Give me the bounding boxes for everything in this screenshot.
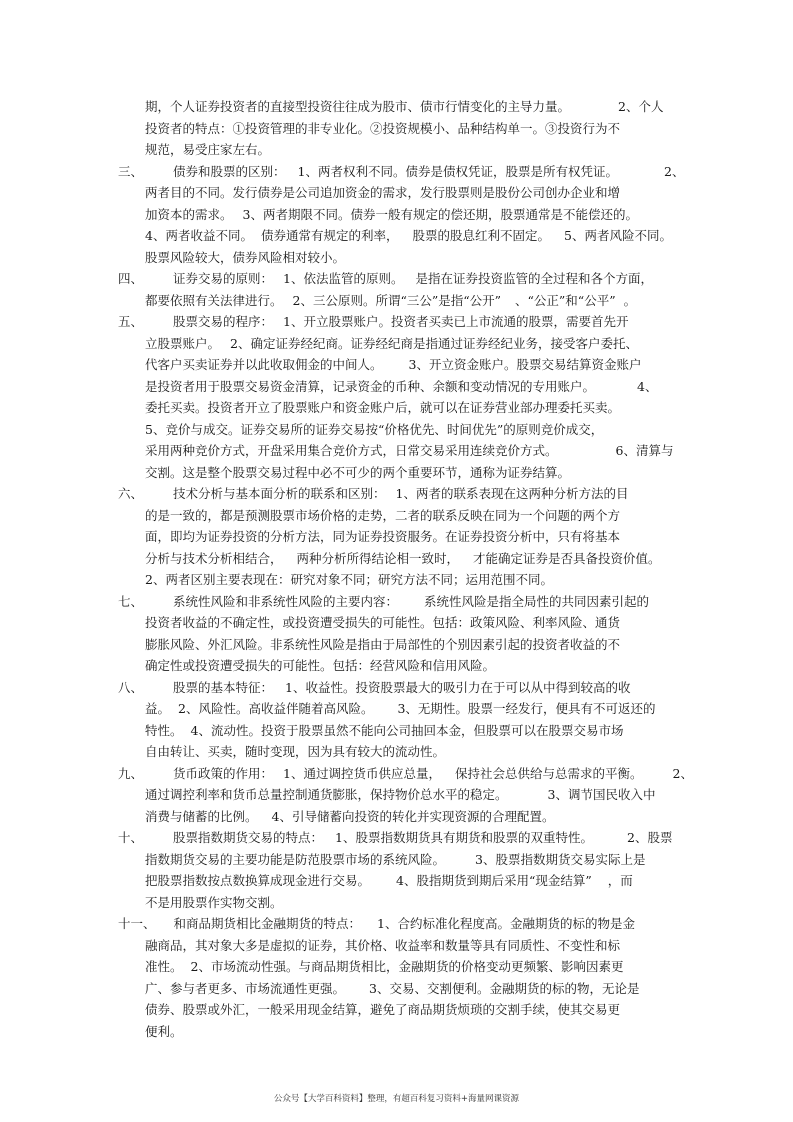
text-line: [145, 809, 554, 825]
text-line: [145, 508, 620, 524]
text-segment: 代客户买卖证券并以此收取佣金的中间人。: [145, 357, 383, 372]
text-segment: 两种分析所得结论相一致时，: [296, 551, 460, 566]
text-line: [145, 121, 620, 137]
text-segment: 采用两种竞价方式，开盘采用集合竞价方式，日常交易采用连续竞价方式。: [145, 443, 558, 458]
text-segment: ，而: [607, 873, 633, 888]
text-segment: 广、参与者更多、市场流通性更强。: [145, 981, 346, 996]
text-segment: 投资者的特点：①投资管理的非专业化。②投资规模小、品种结构单一。③投资行为不: [145, 121, 621, 136]
text-line: [145, 1002, 620, 1018]
text-line: [118, 271, 653, 287]
text-segment: 2、风险性。高收益伴随着高风险。: [178, 701, 374, 716]
text-segment: 分析与技术分析相结合，: [145, 551, 283, 566]
text-line: [118, 486, 629, 502]
text-segment: 都要依照有关法律进行。: [145, 293, 283, 308]
text-segment: 2、市场流动性强。与商品期货相比，金融期货的价格变动更频繁、影响因素更: [190, 959, 624, 974]
text-segment: 4、股指期货到期后采用“现金结算”: [396, 873, 592, 888]
text-segment: 四、: [118, 271, 144, 286]
text-segment: 益。: [145, 701, 171, 716]
text-segment: 证券交易的原则：: [173, 271, 274, 286]
text-segment: 保持社会总供给与总需求的平衡。: [455, 766, 643, 781]
text-segment: 1、两者的联系表现在这两种分析方法的目: [395, 486, 629, 501]
text-line: [145, 293, 636, 309]
text-segment: 、“公正”和“公平”: [515, 293, 616, 308]
text-line: [145, 787, 655, 803]
text-segment: 是投资者用于股票交易资金清算，记录资金的币种、余额和变动情况的专用账户。: [145, 379, 596, 394]
page-footer: 公众号【大学百科资料】整理，有超百科复习资料+海量网课资源: [273, 1094, 520, 1104]
text-line: [145, 701, 655, 717]
text-segment: 交割。这是整个股票交易过程中必不可少的两个重要环节，通称为证券结算。: [145, 465, 571, 480]
text-segment: 准性。: [145, 959, 183, 974]
text-segment: 系统性风险和非系统性风险的主要内容：: [173, 594, 399, 609]
text-segment: 两者目的不同。发行债券是公司追加资金的需求，发行股票则是股份公司创办企业和增: [145, 185, 621, 200]
text-line: [145, 185, 620, 201]
text-segment: 才能确定证券是否具备投资价值。: [473, 551, 661, 566]
text-line: [145, 250, 345, 266]
text-segment: 1、合约标准化程度高。金融期货的标的物是金: [377, 916, 635, 931]
text-segment: 面，即均为证券投资的分析方法，同为证券投资服务。在证券投资分析中，只有将基本: [145, 529, 621, 544]
text-segment: 股票的股息红利不固定。: [412, 228, 550, 243]
text-segment: 确定性或投资遭受损失的可能性。包括：经营风险和信用风险。: [145, 658, 496, 673]
text-line: [145, 637, 620, 653]
text-segment: 股票交易的程序：: [173, 314, 274, 329]
text-segment: 。: [623, 293, 637, 308]
text-segment: 3、两者期限不同。债券一般有规定的偿还期，股票通常是不能偿还的。: [242, 207, 638, 222]
text-segment: 七、: [118, 594, 144, 609]
text-segment: 和商品期货相比金融期货的特点：: [173, 916, 362, 931]
text-segment: 债券、股票或外汇，一般采用现金结算，避免了商品期货烦琐的交割手续，使其交易更: [145, 1002, 621, 1017]
text-segment: 规范，易受庄家左右。: [145, 142, 271, 157]
text-segment: 2、两者区别主要表现在：研究对象不同；研究方法不同；运用范围不同。: [145, 572, 553, 587]
text-line: [145, 744, 445, 760]
text-segment: 2、个人: [618, 99, 664, 114]
text-line: [145, 852, 645, 868]
text-segment: 通过调控利率和货币总量控制通货膨胀，保持物价总水平的稳定。: [145, 787, 508, 802]
text-segment: 六、: [118, 486, 144, 501]
text-segment: 技术分析与基本面分析的联系和区别：: [173, 486, 386, 501]
text-line: [145, 422, 603, 438]
text-line: [118, 830, 672, 846]
text-segment: 十、: [118, 830, 144, 845]
text-segment: 八、: [118, 680, 144, 695]
text-line: [145, 400, 620, 416]
text-line: [145, 658, 495, 674]
text-line: [145, 551, 661, 567]
text-line: [145, 1024, 183, 1040]
text-segment: 膨胀风险、外汇风险。非系统性风险是指由于局部性的个别因素引起的投资者收益的不: [145, 637, 621, 652]
text-segment: 货币政策的作用：: [173, 766, 274, 781]
text-segment: 1、股票指数期货具有期货和股票的双重特性。: [335, 830, 593, 845]
text-line: [145, 443, 673, 459]
text-segment: 债券通常有规定的利率，: [260, 228, 399, 243]
text-segment: 系统性风险是指全局性的共同因素引起的: [424, 594, 650, 609]
text-line: [118, 680, 631, 696]
text-segment: 股票的基本特征：: [173, 680, 274, 695]
text-line: [118, 916, 635, 932]
text-line: [145, 959, 623, 975]
text-segment: 6、清算与: [615, 443, 674, 458]
text-segment: 指数期货交易的主要功能是防范股票市场的系统风险。: [145, 852, 446, 867]
text-segment: 5、竞价与成交。证券交易所的证券交易按“价格优先、时间优先”的原则竞价成交，: [145, 422, 604, 437]
text-segment: 加资本的需求。: [145, 207, 233, 222]
text-line: [145, 981, 639, 997]
text-line: [145, 142, 270, 158]
text-line: [145, 357, 641, 373]
text-segment: 5、两者风险不同。: [564, 228, 672, 243]
text-segment: 立股票账户。: [145, 336, 221, 351]
text-line: [145, 336, 638, 352]
text-segment: 特性。: [145, 723, 183, 738]
text-segment: 1、开立股票账户。投资者买卖已上市流通的股票，需要首先开: [283, 314, 629, 329]
text-segment: 三、: [118, 164, 144, 179]
text-line: [118, 164, 684, 180]
text-segment: 2、: [672, 766, 693, 781]
text-segment: 3、调节国民收入中: [547, 787, 656, 802]
text-segment: 九、: [118, 766, 144, 781]
text-line: [118, 594, 649, 610]
text-segment: 股票指数期货交易的特点：: [173, 830, 324, 845]
text-segment: 股票风险较大，债券风险相对较小。: [145, 250, 346, 265]
text-segment: 1、两者权利不同。债券是债权凭证，股票是所有权凭证。: [297, 164, 618, 179]
text-segment: 的是一致的，都是预测股票市场价格的走势，二者的联系反映在同为一个问题的两个方: [145, 508, 621, 523]
text-segment: 3、交易、交割便利。金融期货的标的物，无论是: [369, 981, 640, 996]
text-segment: 2、: [664, 164, 685, 179]
text-line: [145, 465, 570, 481]
text-segment: 不是用股票作实物交割。: [145, 895, 283, 910]
text-segment: 4、两者收益不同。: [145, 228, 253, 243]
text-line: [145, 228, 672, 244]
text-segment: 自由转让、买卖，随时变现，因为具有较大的流动性。: [145, 744, 446, 759]
text-segment: 2、确定证券经纪商。证券经纪商是指通过证券经纪业务，接受客户委托、: [230, 336, 638, 351]
text-segment: 期，个人证券投资者的直接型投资往往成为股市、债市行情变化的主导力量。: [145, 99, 571, 114]
text-segment: 委托买卖。投资者开立了股票账户和资金账户后，就可以在证券营业部办理委托买卖。: [145, 400, 621, 415]
text-segment: 债券和股票的区别：: [173, 164, 286, 179]
text-line: [145, 895, 283, 911]
text-segment: 投资者收益的不确定性，或投资遭受损失的可能性。包括：政策风险、利率风险、通货: [145, 615, 621, 630]
text-segment: 3、股票指数期货交易实际上是: [475, 852, 646, 867]
text-segment: 便利。: [145, 1024, 183, 1039]
text-line: [145, 938, 620, 954]
text-line: [145, 572, 553, 588]
text-segment: 4、引导储蓄向投资的转化并实现资源的合理配置。: [271, 809, 555, 824]
text-line: [145, 615, 620, 631]
text-line: [145, 529, 620, 545]
text-line: [145, 207, 638, 223]
text-line: [118, 766, 693, 782]
text-segment: 3、开立资金账户。股票交易结算资金账户: [408, 357, 642, 372]
text-segment: 十一、: [118, 916, 156, 931]
text-segment: 融商品，其对象大多是虚拟的证券，其价格、收益率和数量等具有同质性、不变性和标: [145, 938, 621, 953]
text-segment: 2、股票: [627, 830, 673, 845]
text-line: [145, 873, 633, 889]
text-segment: 消费与储蓄的比例。: [145, 809, 258, 824]
text-segment: 1、依法监管的原则。: [283, 271, 404, 286]
text-segment: 2、三公原则。所谓“三公”是指“公开”: [292, 293, 502, 308]
text-line: [145, 723, 623, 739]
text-segment: 1、通过调控货币供应总量，: [283, 766, 441, 781]
text-segment: 是指在证券投资监管的全过程和各个方面，: [415, 271, 654, 286]
text-line: [145, 379, 657, 395]
text-segment: 五、: [118, 314, 144, 329]
text-segment: 4、流动性。投资于股票虽然不能向公司抽回本金，但股票可以在股票交易市场: [190, 723, 624, 738]
text-segment: 3、无期性。股票一经发行，便具有不可返还的: [397, 701, 656, 716]
text-segment: 4、: [637, 379, 658, 394]
text-line: [145, 99, 663, 115]
text-segment: 1、收益性。投资股票最大的吸引力在于可以从中得到较高的收: [285, 680, 631, 695]
text-line: [118, 314, 629, 330]
text-segment: 把股票指数按点数换算成现金进行交易。: [145, 873, 371, 888]
